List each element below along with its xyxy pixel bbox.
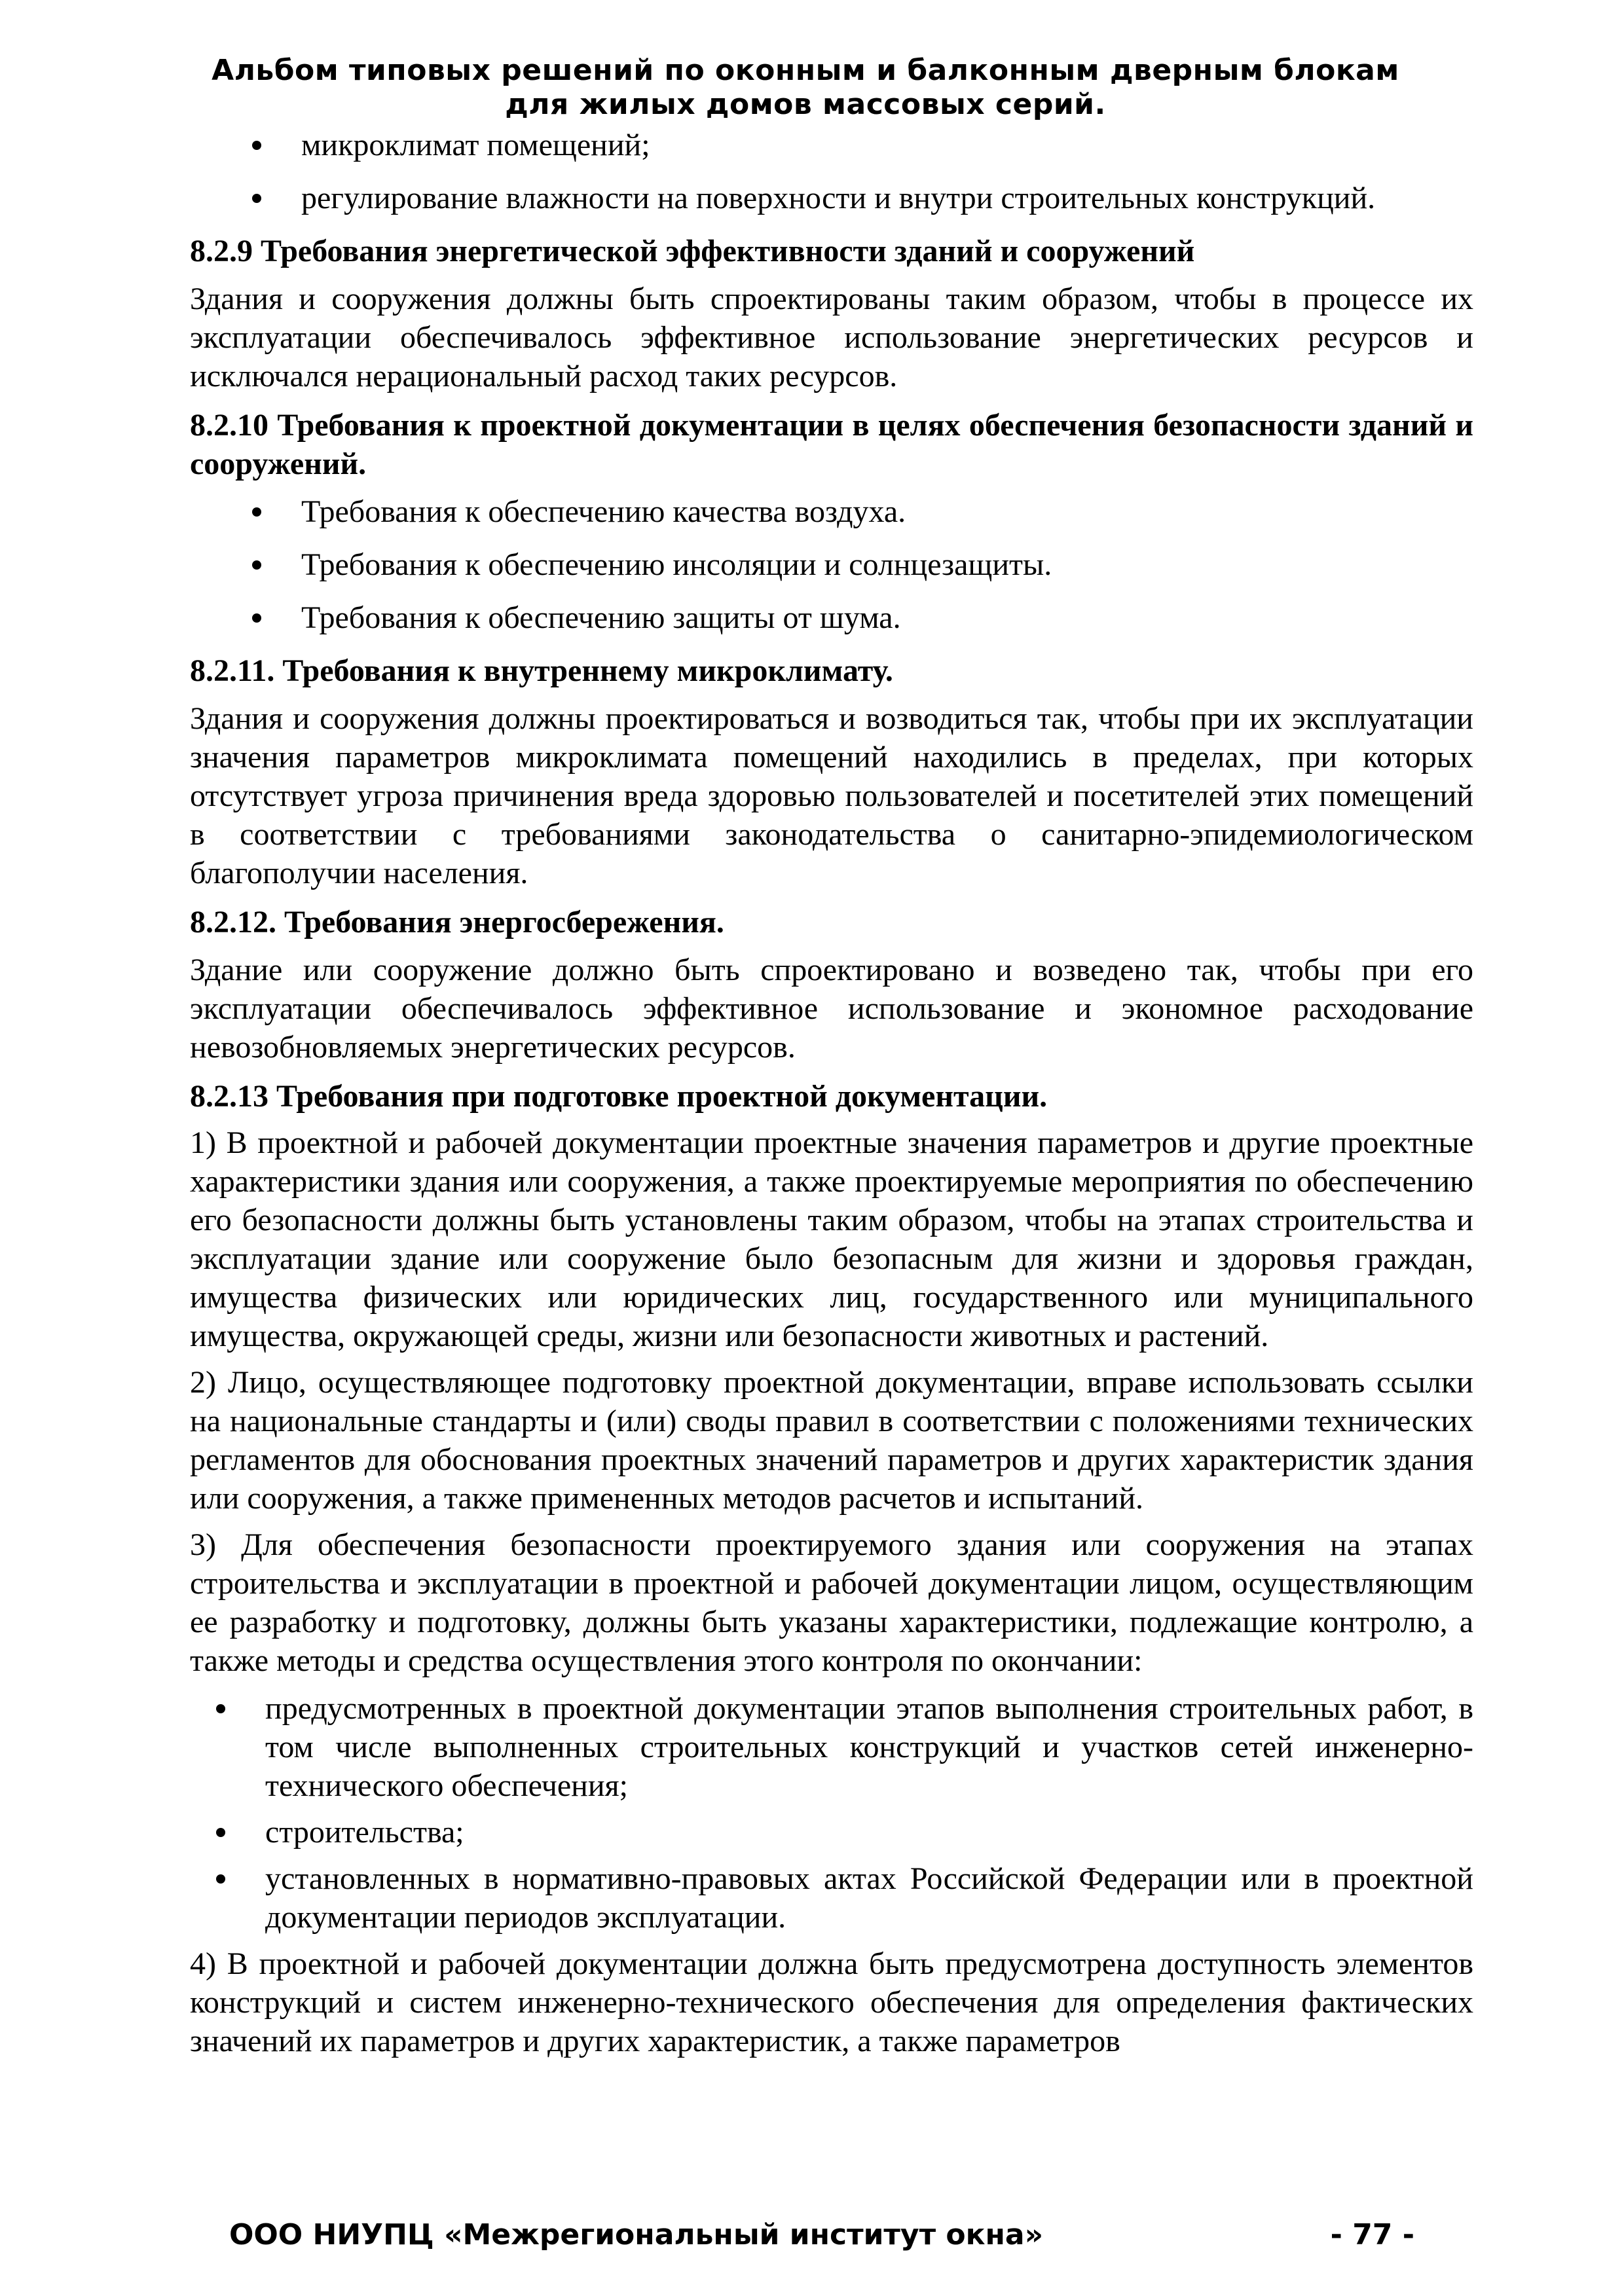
paragraph-8-2-9: Здания и сооружения должны быть спроектированы таким образом, чтобы в процессе их эксплуатации обеспечивалось эффективное использование энергетических ресурсов и исключался нерациональный расход таких ресурсов. [190,282,1473,393]
page-header [164,54,1447,122]
list-item-text: установленных в нормативно-правовых актах Российской Федерации или в проектной документации периодов эксплуатации. [265,1861,1473,1935]
bullet-icon [252,613,261,623]
bullet-list-8-2-13 [190,1689,1473,1937]
list-item [190,492,1473,531]
list-item [190,126,1473,164]
list-item-text: Требования к обеспечению защиты от шума. [301,600,901,635]
paragraph-8-2-13-item-3: 3) Для обеспечения безопасности проектируемого здания или сооружения на этапах строительства и эксплуатации в проектной и рабочей документации лицом, осуществляющим ее разработку и подготовку, должны быть указаны характеристики, подлежащие контролю, а также методы и средства осуществления этого контроля по окончании: [190,1527,1473,1678]
list-item-text: Требования к обеспечению качества воздуха. [301,494,906,529]
bullet-icon [252,560,261,570]
list-item [190,179,1473,217]
page-content [190,126,1473,2060]
page-number: - 77 - [1330,2218,1414,2251]
list-item [190,1813,1473,1851]
paragraph-8-2-12: Здание или сооружение должно быть спроектировано и возведено так, чтобы при его эксплуатации обеспечивалось эффективное использование и экономное расходование невозобновляемых энергетических ресурсов. [190,953,1473,1065]
list-item [190,545,1473,584]
section-heading-8-2-10: 8.2.10 Требования к проектной документации в целях обеспечения безопасности зданий и сооружений. [190,408,1473,481]
list-item-text: регулирование влажности на поверхности и внутри строительных конструкций. [301,181,1376,215]
paragraph-8-2-13-item-1: 1) В проектной и рабочей документации проектные значения параметров и другие проектные характеристики здания или сооружения, а также проектируемые мероприятия по обеспечению его безопасности должны быть установлены таким образом, чтобы на этапах строительства и эксплуатации здание или сооружение было безопасным для жизни и здоровья граждан, имущества физических или юридических лиц, государственного или муниципального имущества, окружающей среды, жизни или безопасности животных и растений. [190,1125,1473,1353]
bullet-icon [216,1874,225,1884]
page-footer [229,2218,1460,2257]
bullet-icon [252,194,261,203]
list-item-text: Требования к обеспечению инсоляции и солнцезащиты. [301,547,1052,582]
list-item [190,1689,1473,1805]
paragraph-8-2-13-item-2: 2) Лицо, осуществляющее подготовку проектной документации, вправе использовать ссылки на национальные стандарты и (или) своды правил в соответствии с положениями технических регламентов для обоснования проектных значений параметров и других характеристик здания или сооружения, а также примененных методов расчетов и испытаний. [190,1365,1473,1516]
section-heading-8-2-12: 8.2.12. Требования энергосбережения. [190,905,724,939]
section-heading-8-2-11: 8.2.11. Требования к внутреннему микроклимату. [190,653,893,688]
section-heading-8-2-13: 8.2.13 Требования при подготовке проектной документации. [190,1079,1048,1114]
bullet-icon [252,507,261,517]
bullet-list-8-2-10 [190,492,1473,637]
bullet-icon [252,141,261,150]
list-item [190,1859,1473,1937]
list-item-text: строительства; [265,1815,464,1850]
header-line-1: Альбом типовых решений по оконным и балконным дверным блокам [212,54,1399,87]
footer-organization: ООО НИУПЦ «Межрегиональный институт окна» [229,2218,1044,2251]
paragraph-8-2-11: Здания и сооружения должны проектироваться и возводиться так, чтобы при их эксплуатации значения параметров микроклимата помещений находились в пределах, при которых отсутствует угроза причинения вреда здоровью пользователей и посетителей этих помещений в соответствии с требованиями законодательства о санитарно-эпидемиологическом благополучии населения. [190,701,1473,890]
list-item-text: предусмотренных в проектной документации этапов выполнения строительных работ, в том числе выполненных строительных конструкций и участков сетей инженерно-технического обеспечения; [265,1691,1473,1803]
paragraph-8-2-13-item-4: 4) В проектной и рабочей документации должна быть предусмотрена доступность элементов конструкций и систем инженерно-технического обеспечения для определения фактических значений их параметров и других характеристик, а также параметров [190,1946,1473,2058]
header-line-2: для жилых домов массовых серий. [505,88,1106,121]
section-heading-8-2-9: 8.2.9 Требования энергетической эффективности зданий и сооружений [190,234,1195,268]
bullet-icon [216,1828,225,1837]
bullet-icon [216,1704,225,1713]
intro-bullet-list [190,126,1473,217]
list-item [190,598,1473,637]
list-item-text: микроклимат помещений; [301,128,650,162]
